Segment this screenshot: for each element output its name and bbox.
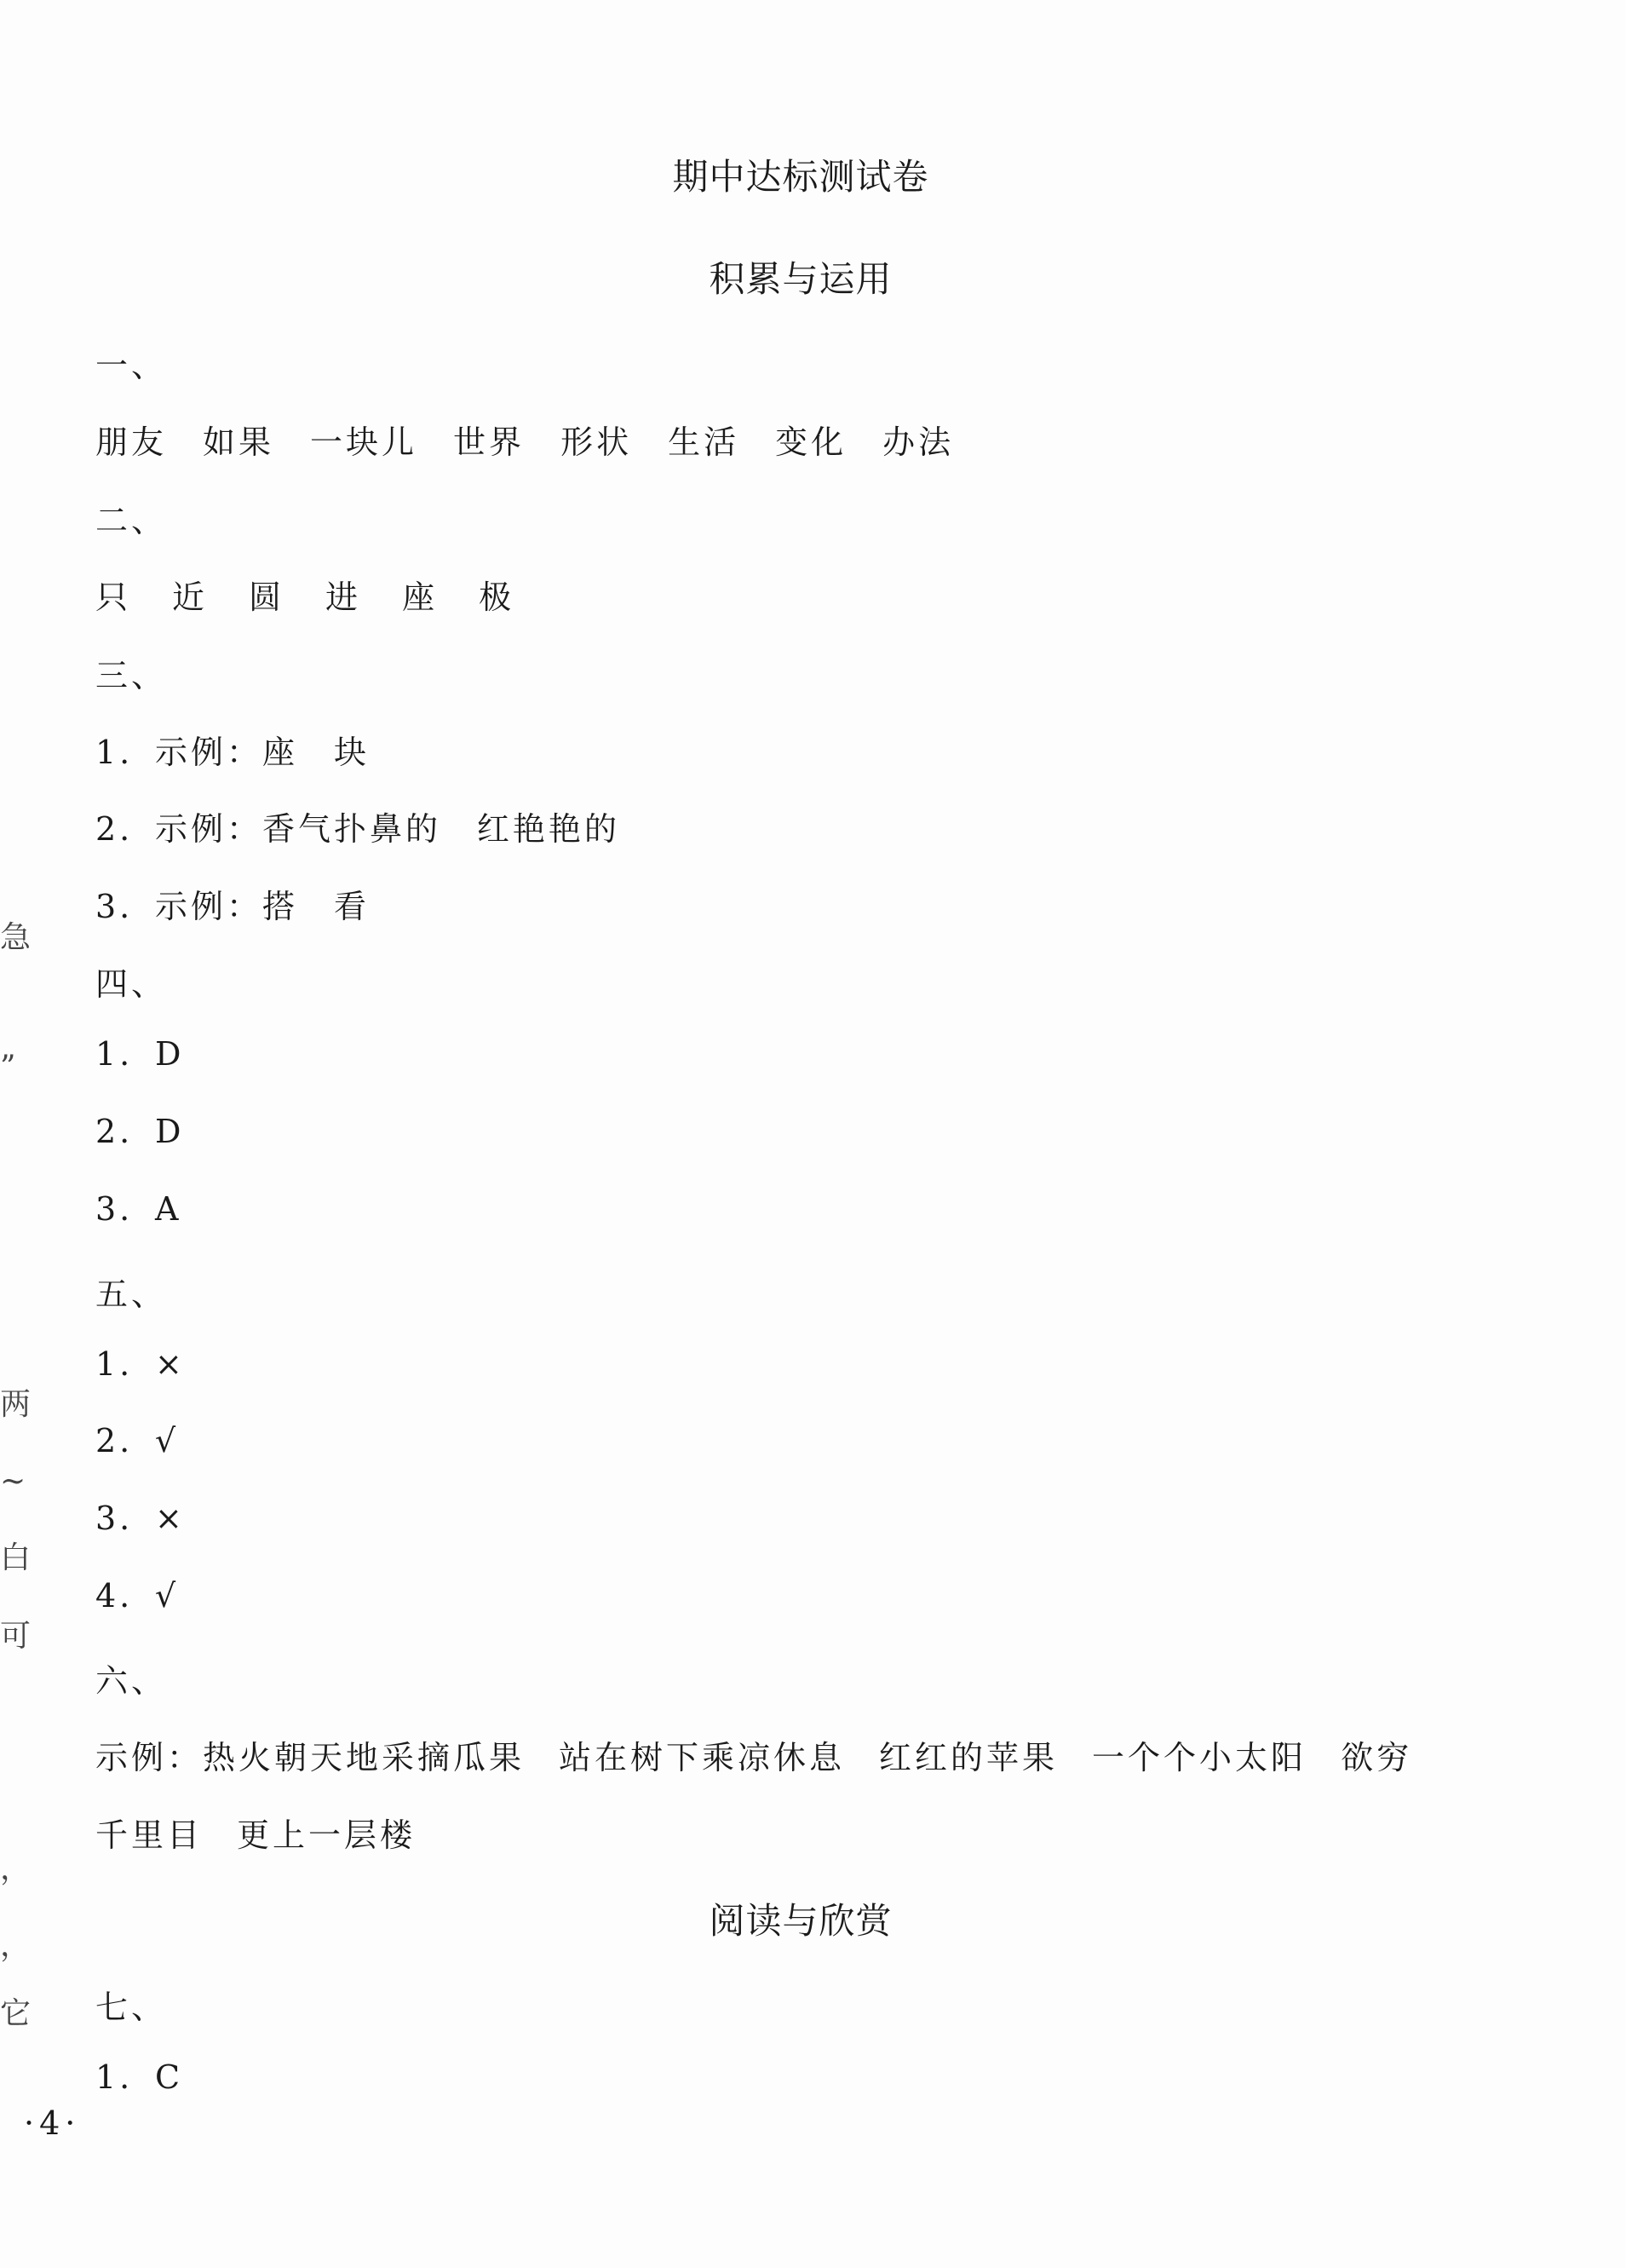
- question-5-item-1: 1. ×: [95, 1345, 186, 1383]
- question-3-label: 三、: [95, 657, 168, 694]
- question-1-label: 一、: [95, 347, 168, 384]
- question-4-item-1: 1. D: [95, 1035, 185, 1073]
- question-4-item-2: 2. D: [95, 1113, 185, 1150]
- question-6-label: 六、: [95, 1662, 168, 1700]
- char: 座: [402, 579, 439, 616]
- char: 只: [95, 579, 132, 616]
- question-4-label: 四、: [95, 965, 168, 1003]
- question-6-answer-line-2: 千里目 更上一层楼: [95, 1816, 417, 1854]
- question-7-label: 七、: [95, 1989, 168, 2026]
- question-7-item-1: 1. C: [95, 2058, 184, 2096]
- word: 朋友: [95, 423, 168, 461]
- question-3-item-1: 1. 示例：座 块: [95, 734, 371, 771]
- char: 圆: [249, 579, 285, 616]
- word: 世界: [453, 423, 526, 461]
- question-5-label: 五、: [95, 1275, 168, 1313]
- char: 极: [479, 579, 515, 616]
- page-title: 期中达标测试卷: [672, 156, 929, 198]
- edge-char: 急: [0, 920, 32, 955]
- question-4-item-3: 3. A: [95, 1190, 182, 1228]
- word: 一块儿: [310, 423, 418, 461]
- word: 如果: [203, 423, 275, 461]
- edge-char: ，: [0, 1928, 32, 1963]
- edge-char: 它: [0, 1996, 32, 2031]
- edge-char: ~: [0, 1464, 26, 1499]
- question-5-item-4: 4. √: [95, 1577, 180, 1615]
- question-3-item-3: 3. 示例：搭 看: [95, 888, 371, 925]
- edge-char: 两: [0, 1387, 32, 1422]
- question-2-label: 二、: [95, 502, 168, 539]
- char: 进: [325, 579, 362, 616]
- word: 变化: [775, 423, 847, 461]
- edge-char: ”: [0, 1050, 16, 1085]
- section-heading-reading: 阅读与欣赏: [709, 1900, 893, 1942]
- question-5-item-2: 2. √: [95, 1422, 180, 1459]
- edge-char: 白: [0, 1540, 32, 1575]
- word: 形状: [560, 423, 633, 461]
- question-6-answer-line-1: 示例：热火朝天地采摘瓜果 站在树下乘凉休息 红红的苹果 一个个小太阳 欲穷: [95, 1739, 1413, 1776]
- question-2-answer: [95, 571, 555, 618]
- question-3-item-2: 2. 示例：香气扑鼻的 红艳艳的: [95, 810, 621, 848]
- question-5-item-3: 3. ×: [95, 1500, 186, 1537]
- edge-char: ，: [0, 1851, 32, 1886]
- word: 办法: [882, 423, 955, 461]
- question-1-answer: [95, 416, 990, 463]
- page-number: ·4·: [24, 2104, 81, 2142]
- section-heading-accumulation: 积累与运用: [709, 258, 893, 300]
- char: 近: [172, 579, 209, 616]
- edge-char: 可: [0, 1619, 32, 1654]
- word: 生活: [668, 423, 740, 461]
